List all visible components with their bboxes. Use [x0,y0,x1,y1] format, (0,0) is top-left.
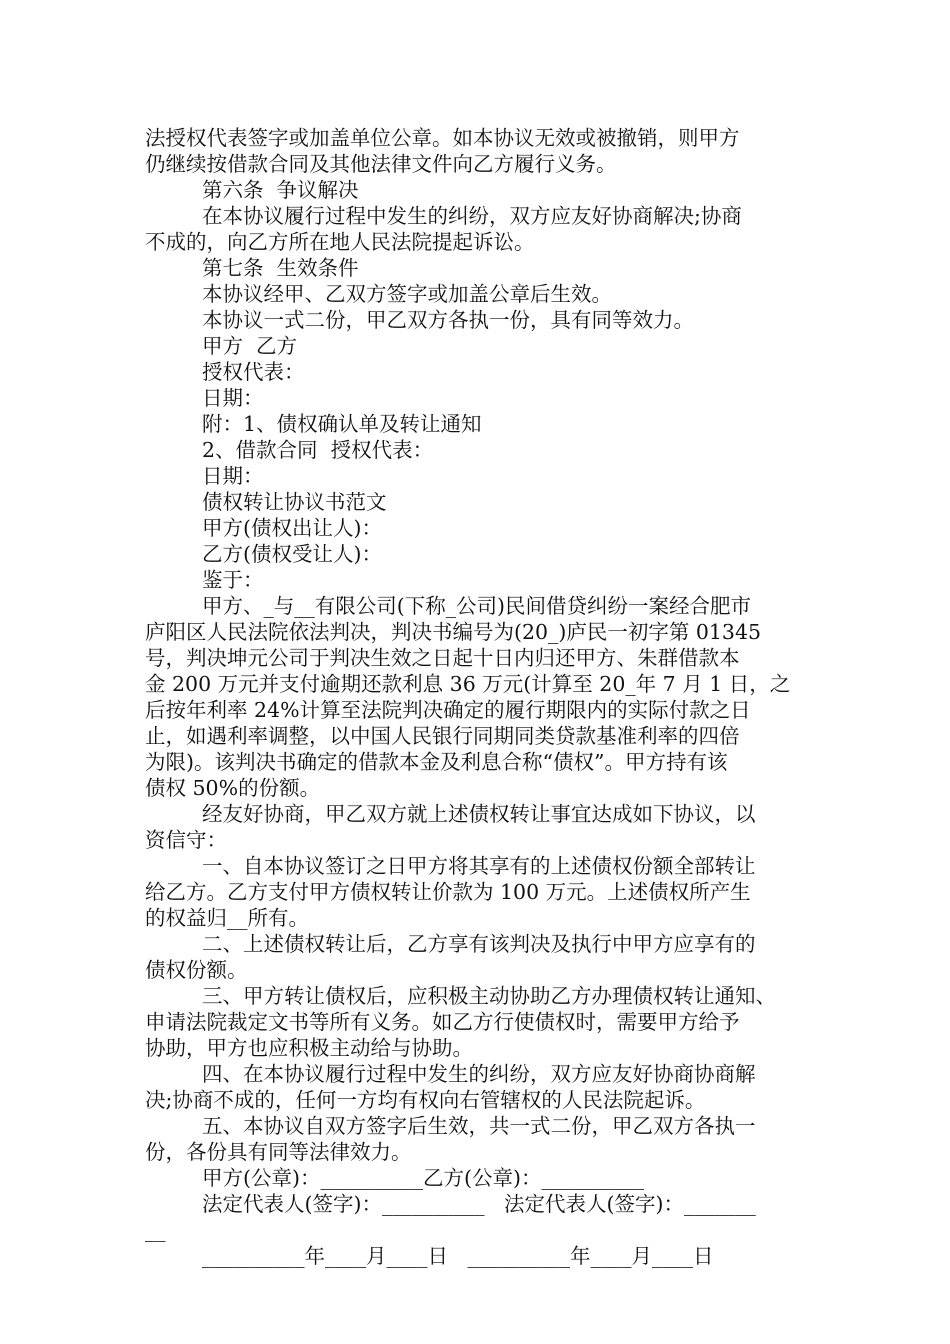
text-line: 债权 50%的份额。 [145,776,321,800]
text-line: 给乙方。乙方支付甲方债权转让价款为 100 万元。上述债权所产生 [145,880,751,904]
text-line: 法授权代表签字或加盖单位公章。如本协议无效或被撤销，则甲方 [145,126,740,150]
text-line: 为限)。该判决书确定的借款本金及利息合称“债权”。甲方持有该 [145,750,728,774]
text-line: 经友好协商，甲乙双方就上述债权转让事宜达成如下协议，以 [202,802,756,826]
text-line: 决;协商不成的，任何一方均有权向右管辖权的人民法院起诉。 [145,1088,706,1112]
text-line: 四、在本协议履行过程中发生的纠纷，双方应友好协商协商解 [202,1062,756,1086]
text-line: 乙方(债权受让人)： [202,542,382,566]
text-line: 日期： [202,386,264,410]
section-heading: 第七条 生效条件 [202,256,359,280]
text-line: 申请法院裁定文书等所有义务。如乙方行使债权时，需要甲方给予 [145,1010,740,1034]
section-heading: 第六条 争议解决 [202,178,359,202]
text-line: 号，判决坤元公司于判决生效之日起十日内归还甲方、朱群借款本 [145,646,740,670]
text-line: 甲方 乙方 [202,334,298,358]
text-line: 债权份额。 [145,958,248,982]
document-title: 债权转让协议书范文 [202,490,387,514]
text-line: 庐阳区人民法院依法判决，判决书编号为(20_)庐民一初字第 01345 [145,620,762,644]
text-line: 五、本协议自双方签字后生效，共一式二份，甲乙双方各执一 [202,1114,756,1138]
text-line: 金 200 万元并支付逾期还款利息 36 万元(计算至 20_年 7 月 1 日，之 [145,672,791,696]
text-line: 的权益归__所有。 [145,906,309,930]
text-line: 二、上述债权转让后，乙方享有该判决及执行中甲方应享有的 [202,932,756,956]
text-line: 后按年利率 24%计算至法院判决确定的履行期限内的实际付款之日 [145,698,751,722]
text-line: 本协议经甲、乙双方签字或加盖公章后生效。 [202,282,612,306]
text-line: 日期： [202,464,264,488]
text-line: 不成的，向乙方所在地人民法院提起诉讼。 [145,230,535,254]
text-line: 本协议一式二份，甲乙双方各执一份，具有同等效力。 [202,308,694,332]
signature-continuation: __ [145,1218,166,1242]
text-line: 在本协议履行过程中发生的纠纷，双方应友好协商解决;协商 [202,204,742,228]
text-line: 附：1、债权确认单及转让通知 [202,412,482,436]
text-line: 2、借款合同 授权代表： [202,438,434,462]
text-line: 仍继续按借款合同及其他法律文件向乙方履行义务。 [145,152,617,176]
signature-seal-line: 甲方(公章)：__________乙方(公章)：__________ [202,1166,644,1190]
text-line: 授权代表： [202,360,305,384]
text-line: 甲方(债权出让人)： [202,516,382,540]
text-line: 三、甲方转让债权后，应积极主动协助乙方办理债权转让通知、 [202,984,776,1008]
text-line: 一、自本协议签订之日甲方将其享有的上述债权份额全部转让 [202,854,756,878]
text-line: 协助，甲方也应积极主动给与协助。 [145,1036,473,1060]
text-line: 鉴于： [202,568,264,592]
signature-date-line: __________年____月____日 __________年____月____日 [202,1244,714,1268]
text-line: 份，各份具有同等法律效力。 [145,1140,412,1164]
text-line: 止，如遇利率调整，以中国人民银行同期同类贷款基准利率的四倍 [145,724,740,748]
text-line: 资信守： [145,828,227,852]
signature-representative-line: 法定代表人(签字)：__________ 法定代表人(签字)：_______ [202,1192,756,1216]
text-line: 甲方、_与__有限公司(下称_公司)民间借贷纠纷一案经合肥市 [202,594,751,618]
